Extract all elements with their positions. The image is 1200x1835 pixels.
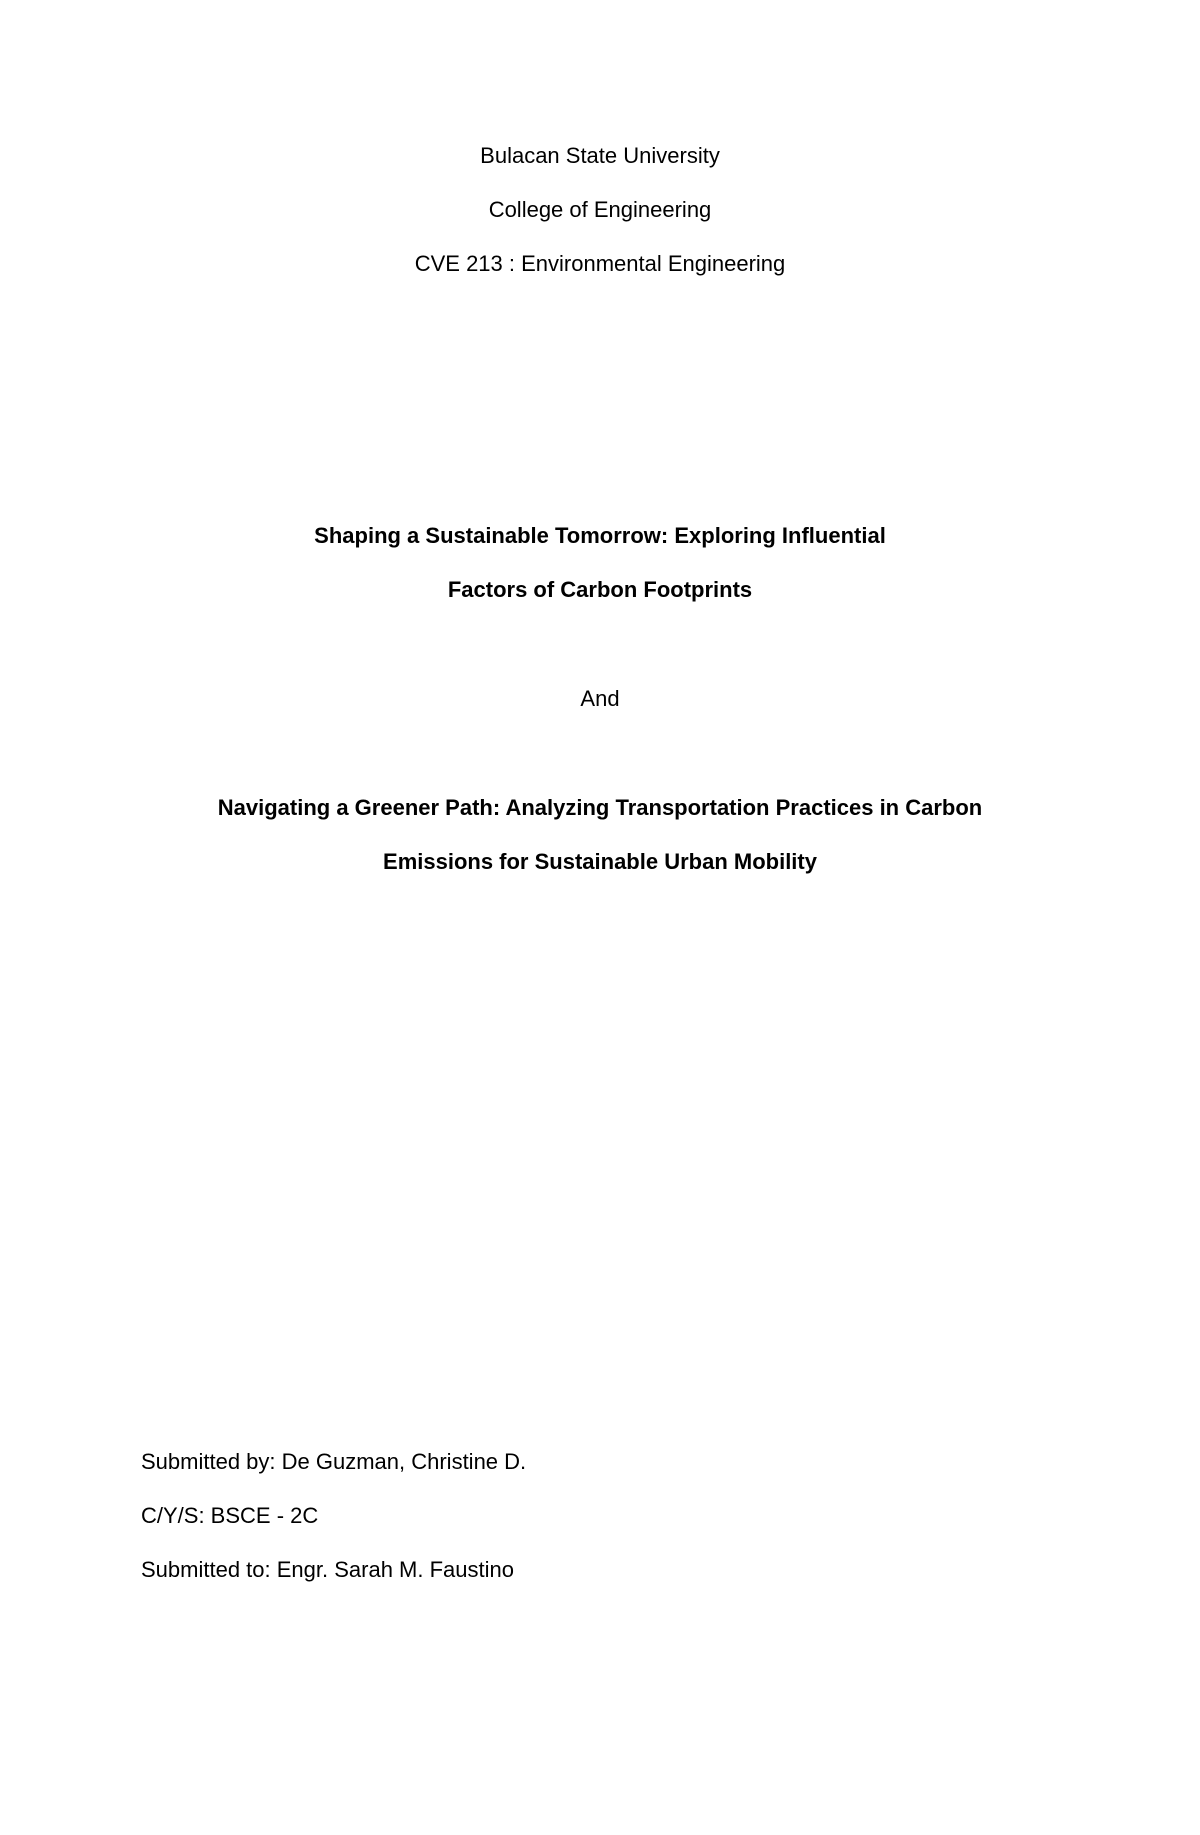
title-1-line-1: Shaping a Sustainable Tomorrow: Exploring Influential	[314, 523, 886, 548]
university-name: Bulacan State University	[480, 143, 720, 168]
class-year-section: C/Y/S: BSCE - 2C	[141, 1503, 319, 1528]
title-2-line-1: Navigating a Greener Path: Analyzing Transportation Practices in Carbon	[217, 795, 983, 820]
submitted-to: Submitted to: Engr. Sarah M. Faustino	[141, 1557, 514, 1582]
title-2-line-2: Emissions for Sustainable Urban Mobility	[383, 849, 817, 874]
title-1-line-2: Factors of Carbon Footprints	[447, 577, 753, 602]
title-connector: And	[580, 686, 620, 711]
submitted-by: Submitted by: De Guzman, Christine D.	[141, 1449, 527, 1474]
course-name: CVE 213 : Environmental Engineering	[414, 251, 786, 276]
college-name: College of Engineering	[488, 197, 712, 222]
